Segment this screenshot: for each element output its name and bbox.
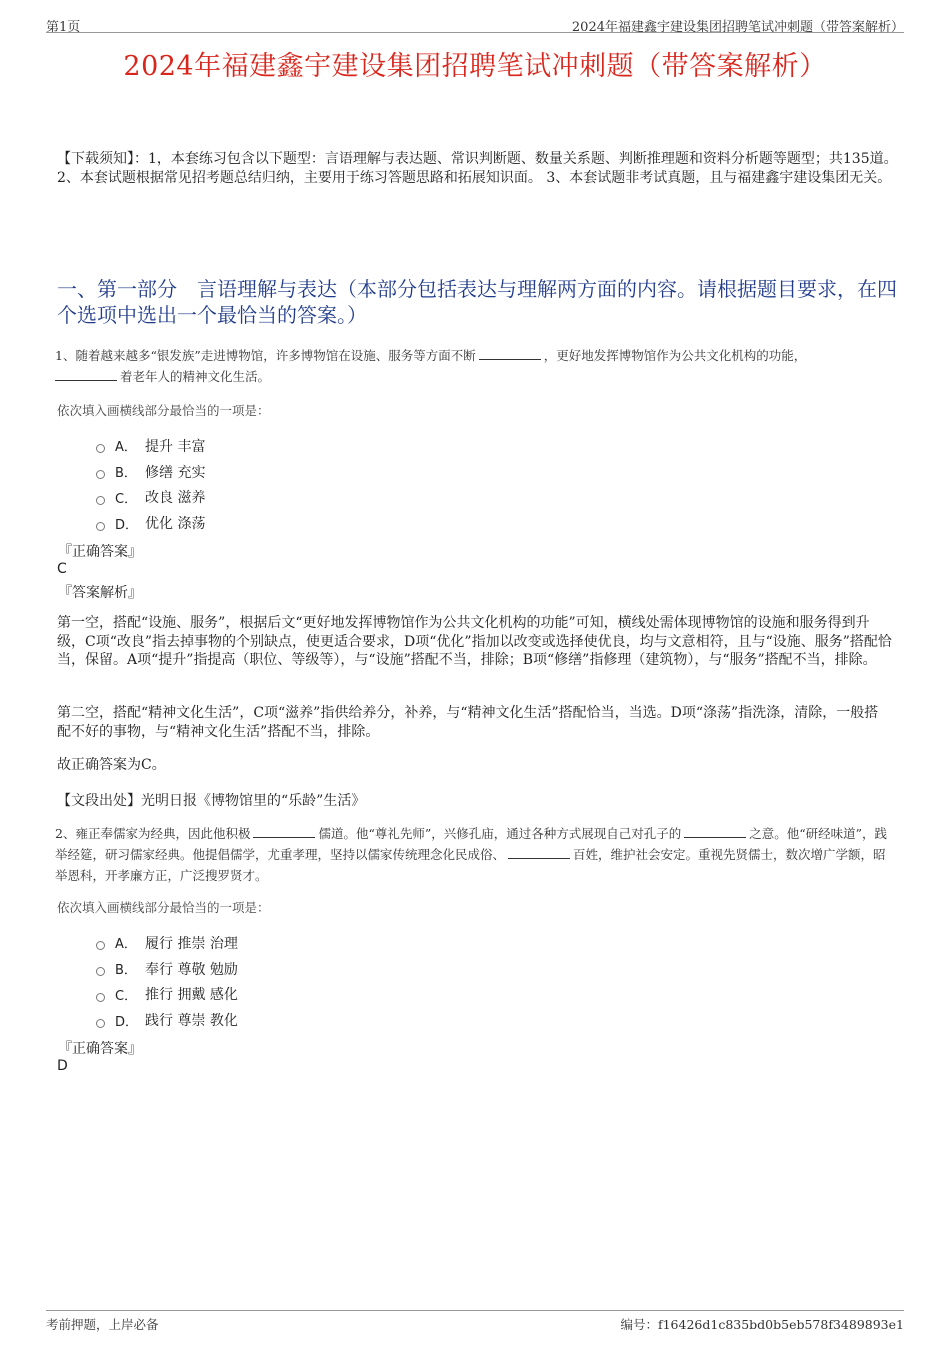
option-text: 履行 推崇 治理	[145, 935, 238, 952]
radio-button[interactable]	[96, 941, 105, 950]
q2-answer-label: 『正确答案』	[58, 1041, 142, 1057]
option-letter: B．	[115, 466, 137, 482]
q2-instruction: 依次填入画横线部分最恰当的一项是：	[57, 900, 270, 915]
footer-serial: 编号：f16426d1c835bd0b5eb578f3489893e1	[620, 1317, 904, 1332]
q2-text-part: 儒道。他“尊礼先师”，兴修孔庙，通过各种方式展现自己对孔子的	[318, 826, 682, 841]
q2-answer: D	[57, 1058, 68, 1074]
q1-instruction: 依次填入画横线部分最恰当的一项是：	[57, 403, 270, 418]
fill-blank	[253, 825, 315, 838]
q2-text-part: 2、雍正奉儒家为经典，因此他积极	[55, 826, 251, 841]
q2-text-part: 百姓，维护社会安定。重视先贤儒士，数次增广学额，昭举恩科，开孝廉方正，广泛搜罗贤才。	[55, 847, 886, 883]
page-number: 第1页	[46, 20, 81, 35]
q2-text-part: 之意。他“研经味道”，践举经筵，研习儒家经典。他提倡儒学，尤重孝理，坚持以儒家传统理念化民成俗、	[55, 826, 888, 862]
option-text: 推行 拥戴 感化	[145, 987, 238, 1004]
option-d[interactable]	[96, 1007, 238, 1033]
option-c[interactable]	[96, 982, 238, 1008]
option-a[interactable]	[96, 433, 205, 459]
q1-text-part: ，更好地发挥博物馆作为公共文化机构的功能，	[543, 348, 807, 363]
section-heading: 一、第一部分 言语理解与表达（本部分包括表达与理解两方面的内容。请根据题目要求，在四个选项中选出一个最恰当的答案。）	[57, 277, 897, 327]
option-d[interactable]	[96, 510, 205, 536]
option-text: 践行 尊崇 教化	[145, 1013, 238, 1030]
footer-slogan: 考前押题，上岸必备	[46, 1317, 159, 1332]
q1-analysis-paragraph-2: 第二空，搭配“精神文化生活”，C项“滋养”指供给养分，补养，与“精神文化生活”搭配恰当，当选。D项“涤荡”指洗涤，清除，一般搭配不好的事物，与“精神文化生活”搭配不当，排除。	[57, 705, 879, 740]
option-letter: D．	[115, 517, 139, 533]
option-text: 提升 丰富	[145, 438, 206, 455]
q1-answer: C	[57, 561, 67, 577]
option-text: 修缮 充实	[145, 464, 206, 481]
radio-button[interactable]	[96, 470, 105, 479]
page-header	[46, 14, 904, 33]
download-notice: 【下载须知】：1，本套练习包含以下题型：言语理解与表达题、常识判断题、数量关系题、判断推理题和资料分析题等题型；共135道。 2、本套试题根据常见招考题总结归纳，主要用于练习答题思路和拓展知识面。 3、本套试题非考试真题，且与福建鑫宇建设集团无关。	[57, 151, 898, 186]
radio-button[interactable]	[96, 967, 105, 976]
radio-button[interactable]	[96, 993, 105, 1002]
option-b[interactable]	[96, 459, 205, 485]
fill-blank	[55, 368, 117, 381]
option-letter: A．	[115, 937, 137, 953]
radio-button[interactable]	[96, 522, 105, 531]
radio-button[interactable]	[96, 496, 105, 505]
q1-text-part: 1、随着越来越多“银发族”走进博物馆，许多博物馆在设施、服务等方面不断	[55, 348, 476, 363]
radio-button[interactable]	[96, 444, 105, 453]
header-doc-title: 2024年福建鑫宇建设集团招聘笔试冲刺题（带答案解析）	[571, 20, 904, 35]
q1-answer-label: 『正确答案』	[58, 544, 142, 560]
fill-blank	[508, 846, 570, 859]
option-letter: C．	[115, 988, 138, 1004]
q1-options	[96, 433, 205, 536]
q1-conclusion: 故正确答案为C。	[57, 757, 166, 773]
option-text: 改良 滋养	[145, 490, 206, 507]
option-text: 优化 涤荡	[145, 516, 206, 533]
fill-blank	[479, 347, 541, 360]
option-letter: C．	[115, 491, 138, 507]
option-letter: B．	[115, 963, 137, 979]
q1-analysis-paragraph-1: 第一空，搭配“设施、服务”，根据后文“更好地发挥博物馆作为公共文化机构的功能”可知，横线处需体现博物馆的设施和服务得到升级，C项“改良”指去掉事物的个别缺点，使更适合要求，D项“优化”指加以改变或选择使优良，均与文意相符，且与“设施、服务”搭配恰当，保留。A项“提升”指提高（职位、等级等），与“设施”搭配不当，排除；B项“修缮”指修理（建筑物），与“服务”搭配不当，排除。	[57, 615, 892, 668]
q1-source: 【文段出处】光明日报《博物馆里的“乐龄”生活》	[57, 793, 366, 809]
question-1-text	[55, 345, 898, 387]
option-letter: A．	[115, 440, 137, 456]
option-text: 奉行 尊敬 勉励	[145, 961, 238, 978]
q1-text-part: 着老年人的精神文化生活。	[120, 369, 271, 384]
radio-button[interactable]	[96, 1019, 105, 1028]
page-footer	[46, 1310, 904, 1332]
fill-blank	[684, 825, 746, 838]
option-b[interactable]	[96, 956, 238, 982]
q1-analysis-label: 『答案解析』	[58, 585, 142, 601]
q2-options	[96, 930, 238, 1033]
document-title: 2024年福建鑫宇建设集团招聘笔试冲刺题（带答案解析）	[123, 51, 827, 82]
option-letter: D．	[115, 1014, 139, 1030]
question-2-text	[55, 823, 898, 886]
option-c[interactable]	[96, 485, 205, 511]
option-a[interactable]	[96, 930, 238, 956]
